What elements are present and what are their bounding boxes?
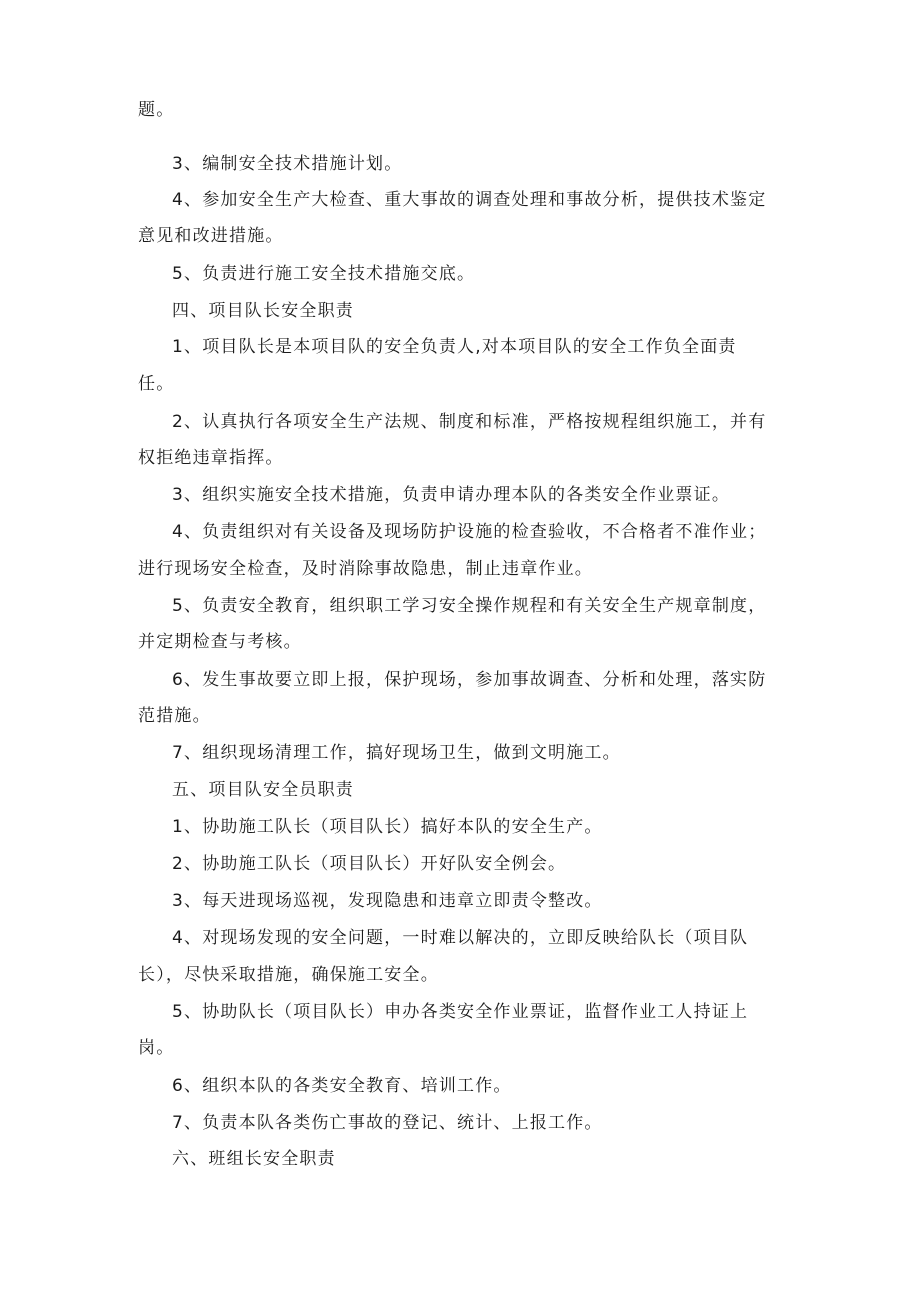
text-line: 3、每天进现场巡视，发现隐患和违章立即责令整改。 [172, 891, 603, 911]
text-line: 3、编制安全技术措施计划。 [172, 154, 403, 174]
text-line: 6、发生事故要立即上报，保护现场，参加事故调查、分析和处理，落实防 [172, 670, 767, 690]
text-line: 6、组织本队的各类安全教育、培训工作。 [172, 1076, 512, 1096]
text-line: 2、协助施工队长（项目队长）开好队安全例会。 [172, 854, 567, 874]
text-line: 5、协助队长（项目队长）申办各类安全作业票证，监督作业工人持证上 [172, 1002, 749, 1022]
section-heading: 四、项目队长安全职责 [172, 301, 354, 321]
section-heading: 五、项目队安全员职责 [172, 780, 354, 800]
text-line: 任。 [138, 374, 175, 394]
text-line: 5、负责安全教育，组织职工学习安全操作规程和有关安全生产规章制度， [172, 596, 767, 616]
text-line: 题。 [138, 100, 175, 120]
text-line: 范措施。 [138, 706, 211, 726]
text-line: 2、认真执行各项安全生产法规、制度和标准，严格按规程组织施工，并有 [172, 412, 767, 432]
text-line: 7、负责本队各类伤亡事故的登记、统计、上报工作。 [172, 1113, 603, 1133]
text-line: 7、组织现场清理工作，搞好现场卫生，做到文明施工。 [172, 743, 621, 763]
text-line: 岗。 [138, 1038, 175, 1058]
text-line: 并定期检查与考核。 [138, 632, 302, 652]
text-line: 3、组织实施安全技术措施，负责申请办理本队的各类安全作业票证。 [172, 485, 731, 505]
text-line: 1、项目队长是本项目队的安全负责人,对本项目队的安全工作负全面责 [172, 337, 737, 357]
section-heading: 六、班组长安全职责 [172, 1149, 336, 1169]
text-line: 4、负责组织对有关设备及现场防护设施的检查验收，不合格者不准作业； [172, 522, 767, 542]
text-line: 意见和改进措施。 [138, 226, 284, 246]
text-line: 4、对现场发现的安全问题，一时难以解决的，立即反映给队长（项目队 [172, 928, 749, 948]
text-line: 4、参加安全生产大检查、重大事故的调查处理和事故分析，提供技术鉴定 [172, 190, 767, 210]
text-line: 1、协助施工队长（项目队长）搞好本队的安全生产。 [172, 817, 603, 837]
text-line: 权拒绝违章指挥。 [138, 448, 284, 468]
text-line: 进行现场安全检查，及时消除事故隐患，制止违章作业。 [138, 559, 593, 579]
text-line: 长），尽快采取措施，确保施工安全。 [138, 965, 439, 985]
text-line: 5、负责进行施工安全技术措施交底。 [172, 264, 476, 284]
